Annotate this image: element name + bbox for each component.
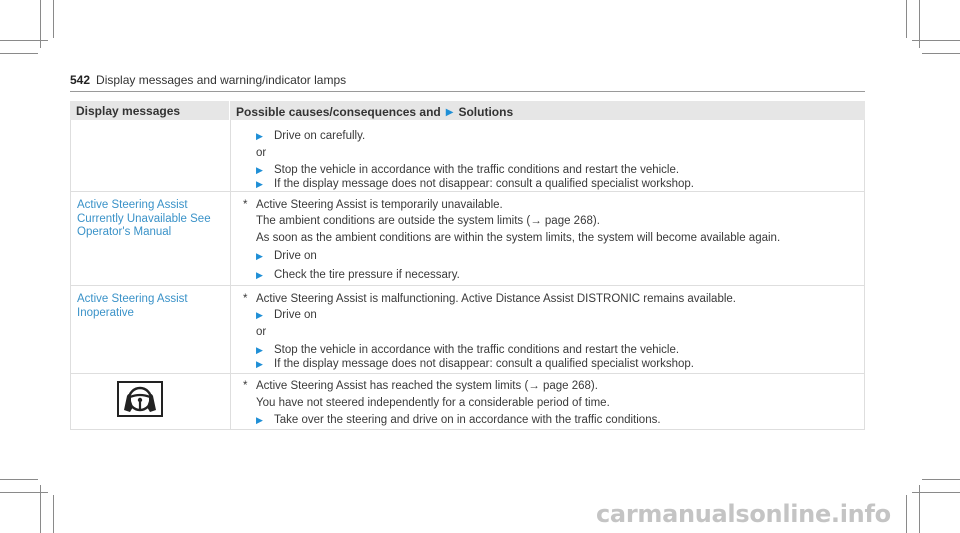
table-row — [70, 120, 865, 192]
solution-text: Check the tire pressure if necessary. — [274, 269, 460, 281]
arrow-right-icon: ▶ — [256, 415, 263, 425]
crop-mark — [53, 495, 54, 533]
display-message: Active Steering Assist Currently Unavailable See Operator's Manual — [77, 199, 211, 238]
crop-mark — [0, 479, 38, 480]
page-number: 542 — [70, 73, 91, 87]
arrow-right-icon: ▶ — [256, 165, 263, 175]
footnote-star: * — [243, 199, 248, 211]
cause-text: Active Steering Assist is malfunctioning. Active Distance Assist DISTRONIC remains available. — [256, 293, 736, 305]
crop-mark — [0, 53, 38, 54]
table-row — [70, 374, 865, 430]
solution-text: If the display message does not disappear: consult a qualified specialist workshop. — [274, 178, 694, 190]
arrow-right-icon: ▶ — [256, 179, 263, 189]
crop-mark — [0, 40, 48, 41]
header-rule — [70, 91, 865, 92]
arrow-right-icon: ▶ — [256, 345, 263, 355]
arrow-right-icon: ▶ — [256, 359, 263, 369]
col-header-solutions — [230, 101, 865, 120]
footnote-star: * — [243, 380, 248, 392]
crop-mark — [0, 492, 48, 493]
solution-text: Drive on carefully. — [274, 130, 366, 142]
solution-text: Drive on — [274, 250, 317, 262]
arrow-right-icon: ▶ — [256, 270, 263, 280]
crop-mark — [922, 479, 960, 480]
cause-text: Active Steering Assist has reached the system limits (→ page 268). — [256, 380, 598, 392]
crop-mark — [53, 0, 54, 38]
col-header-causes-label: Possible causes/consequences and — [236, 105, 441, 119]
watermark: carmanualsonline.info — [596, 500, 891, 528]
steering-wheel-hands-icon — [117, 381, 163, 417]
arrow-right-icon: ▶ — [445, 106, 454, 118]
crop-mark — [922, 53, 960, 54]
table-header — [70, 101, 865, 120]
arrow-right-icon: ▶ — [256, 131, 263, 141]
footnote-star: * — [243, 293, 248, 305]
arrow-right-icon: ▶ — [256, 251, 263, 261]
cause-text: You have not steered independently for a considerable period of time. — [256, 397, 610, 409]
solution-text: Stop the vehicle in accordance with the traffic conditions and restart the vehicle. — [274, 344, 680, 356]
page-header — [70, 73, 346, 87]
or-text: or — [256, 326, 267, 338]
crop-mark — [912, 40, 960, 41]
solution-text: Drive on — [274, 309, 317, 321]
display-message: Active Steering Assist Inoperative — [77, 293, 188, 319]
col-header-solutions-label: Solutions — [458, 105, 514, 119]
crop-mark — [906, 495, 907, 533]
crop-mark — [912, 492, 960, 493]
solution-text: Stop the vehicle in accordance with the traffic conditions and restart the vehicle. — [274, 164, 680, 176]
arrow-right-icon: ▶ — [256, 310, 263, 320]
table-row — [70, 192, 865, 286]
solution-text: Take over the steering and drive on in accordance with the traffic conditions. — [274, 414, 661, 426]
or-text: or — [256, 147, 267, 159]
cause-text: As soon as the ambient conditions are within the system limits, the system will become available again. — [256, 232, 781, 244]
solution-text: If the display message does not disappear: consult a qualified specialist workshop. — [274, 358, 694, 370]
table-row — [70, 286, 865, 374]
crop-mark — [906, 0, 907, 38]
cause-text: Active Steering Assist is temporarily unavailable. — [256, 199, 503, 211]
page-title: Display messages and warning/indicator lamps — [96, 73, 347, 87]
cause-text: The ambient conditions are outside the system limits (→ page 268). — [256, 215, 600, 227]
display-messages-table — [70, 101, 865, 426]
col-header-display-messages: Display messages — [70, 101, 230, 120]
